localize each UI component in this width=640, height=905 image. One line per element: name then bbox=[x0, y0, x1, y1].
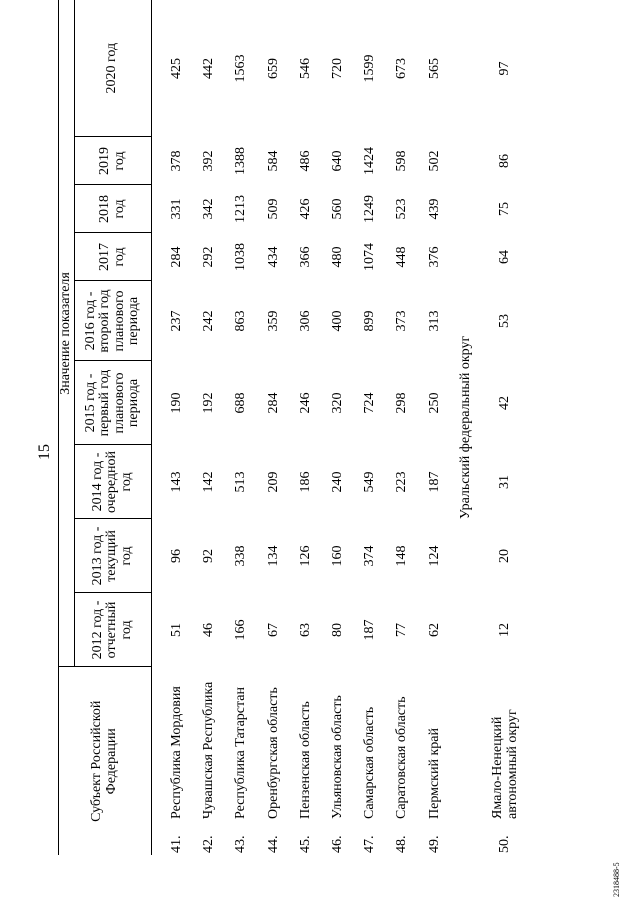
value-cell: 688 bbox=[233, 392, 249, 414]
value-cell: 192 bbox=[201, 392, 217, 414]
section-row bbox=[451, 0, 481, 855]
subject-header: Субъект Российской Федерации bbox=[59, 667, 152, 855]
row-number: 50. bbox=[496, 835, 512, 853]
value-cell: 240 bbox=[330, 471, 346, 493]
value-cell: 442 bbox=[201, 57, 217, 79]
value-cell: 306 bbox=[297, 310, 313, 332]
value-cell: 209 bbox=[265, 471, 281, 493]
value-cell: 86 bbox=[496, 153, 512, 168]
row-number: 47. bbox=[362, 835, 378, 853]
value-cell: 313 bbox=[426, 310, 442, 332]
value-cell: 724 bbox=[362, 392, 378, 414]
table-row bbox=[161, 0, 193, 855]
year-header-2014: 2014 год - очередной год bbox=[74, 445, 151, 519]
value-cell: 12 bbox=[496, 622, 512, 637]
region-name: Ульяновская область bbox=[330, 695, 346, 819]
year-header-2017: 2017 год bbox=[74, 233, 151, 281]
value-cell: 64 bbox=[496, 249, 512, 264]
value-cell: 338 bbox=[233, 545, 249, 567]
region-name: Самарская область bbox=[362, 706, 378, 819]
value-cell: 378 bbox=[169, 150, 185, 172]
value-cell: 366 bbox=[297, 246, 313, 268]
value-cell: 560 bbox=[330, 198, 346, 220]
value-cell: 513 bbox=[233, 471, 249, 493]
value-cell: 42 bbox=[496, 395, 512, 410]
table-row bbox=[386, 0, 418, 855]
value-cell: 426 bbox=[297, 198, 313, 220]
value-cell: 246 bbox=[297, 392, 313, 414]
value-cell: 1599 bbox=[362, 54, 378, 83]
value-cell: 640 bbox=[330, 150, 346, 172]
table-row bbox=[193, 0, 225, 855]
value-cell: 148 bbox=[394, 545, 410, 567]
indicator-group-header: Значение показателя bbox=[59, 0, 75, 667]
value-cell: 284 bbox=[169, 246, 185, 268]
row-number: 41. bbox=[169, 835, 185, 853]
value-cell: 51 bbox=[169, 622, 185, 637]
value-cell: 242 bbox=[201, 310, 217, 332]
value-cell: 546 bbox=[297, 57, 313, 79]
value-cell: 124 bbox=[426, 545, 442, 567]
year-header-2018: 2018 год bbox=[74, 185, 151, 233]
value-cell: 292 bbox=[201, 246, 217, 268]
value-cell: 1038 bbox=[233, 242, 249, 271]
value-cell: 863 bbox=[233, 310, 249, 332]
value-cell: 480 bbox=[330, 246, 346, 268]
region-name: Республика Татарстан bbox=[233, 686, 249, 819]
region-name: Саратовская область bbox=[394, 696, 410, 819]
value-cell: 1388 bbox=[233, 146, 249, 175]
row-number: 44. bbox=[265, 835, 281, 853]
value-cell: 1249 bbox=[362, 194, 378, 223]
value-cell: 190 bbox=[169, 392, 185, 414]
value-cell: 320 bbox=[330, 392, 346, 414]
year-header-2020: 2020 год bbox=[74, 0, 151, 137]
row-number: 45. bbox=[297, 835, 313, 853]
region-name-line2: автономный округ bbox=[504, 709, 520, 819]
value-cell: 186 bbox=[297, 471, 313, 493]
section-title: Уральский федеральный округ bbox=[457, 335, 473, 520]
value-cell: 565 bbox=[426, 57, 442, 79]
value-cell: 187 bbox=[362, 619, 378, 641]
value-cell: 53 bbox=[496, 313, 512, 328]
page-number: 15 bbox=[36, 444, 53, 460]
value-cell: 20 bbox=[496, 548, 512, 563]
value-cell: 359 bbox=[265, 310, 281, 332]
value-cell: 1563 bbox=[233, 54, 249, 83]
table-row bbox=[225, 0, 257, 855]
region-name-line1: Ямало-Ненецкий bbox=[489, 716, 505, 819]
indicator-table bbox=[58, 0, 529, 855]
value-cell: 223 bbox=[394, 471, 410, 493]
value-cell: 31 bbox=[496, 474, 512, 489]
table-row bbox=[258, 0, 290, 855]
row-number: 43. bbox=[233, 835, 249, 853]
region-name: Республика Мордовия bbox=[169, 686, 185, 819]
value-cell: 374 bbox=[362, 545, 378, 567]
year-header-2019: 2019 год bbox=[74, 137, 151, 185]
value-cell: 523 bbox=[394, 198, 410, 220]
value-cell: 97 bbox=[496, 61, 512, 76]
value-cell: 425 bbox=[169, 57, 185, 79]
row-number: 49. bbox=[426, 835, 442, 853]
value-cell: 166 bbox=[233, 619, 249, 641]
value-cell: 331 bbox=[169, 198, 185, 220]
value-cell: 143 bbox=[169, 471, 185, 493]
value-cell: 250 bbox=[426, 392, 442, 414]
value-cell: 899 bbox=[362, 310, 378, 332]
table-row bbox=[290, 0, 322, 855]
value-cell: 584 bbox=[265, 150, 281, 172]
table-row bbox=[481, 0, 529, 855]
value-cell: 134 bbox=[265, 545, 281, 567]
value-cell: 96 bbox=[169, 548, 185, 563]
value-cell: 486 bbox=[297, 150, 313, 172]
region-name: Пермский край bbox=[426, 728, 442, 819]
row-number: 42. bbox=[201, 835, 217, 853]
value-cell: 77 bbox=[394, 622, 410, 637]
row-number: 46. bbox=[330, 835, 346, 853]
region-name: Пензенская область bbox=[297, 701, 313, 819]
document-code: 2318488-5 bbox=[612, 862, 621, 897]
region-name: Оренбургская область bbox=[265, 687, 281, 819]
value-cell: 92 bbox=[201, 548, 217, 563]
value-cell: 392 bbox=[201, 150, 217, 172]
value-cell: 160 bbox=[330, 545, 346, 567]
year-header-2015: 2015 год - первый год планового периода bbox=[74, 361, 151, 445]
table-row bbox=[419, 0, 451, 855]
value-cell: 187 bbox=[426, 471, 442, 493]
value-cell: 502 bbox=[426, 150, 442, 172]
value-cell: 237 bbox=[169, 310, 185, 332]
value-cell: 400 bbox=[330, 310, 346, 332]
value-cell: 67 bbox=[265, 622, 281, 637]
region-name bbox=[481, 667, 529, 825]
value-cell: 448 bbox=[394, 246, 410, 268]
row-number: 48. bbox=[394, 835, 410, 853]
value-cell: 1074 bbox=[362, 242, 378, 271]
value-cell: 376 bbox=[426, 246, 442, 268]
value-cell: 720 bbox=[330, 57, 346, 79]
table-row bbox=[322, 0, 354, 855]
value-cell: 284 bbox=[265, 392, 281, 414]
spacer bbox=[151, 0, 161, 855]
table-row bbox=[354, 0, 386, 855]
value-cell: 598 bbox=[394, 150, 410, 172]
year-header-2016: 2016 год - второй год планового периода bbox=[74, 281, 151, 361]
value-cell: 373 bbox=[394, 310, 410, 332]
value-cell: 75 bbox=[496, 201, 512, 216]
region-name: Чувашская Республика bbox=[201, 681, 217, 819]
value-cell: 342 bbox=[201, 198, 217, 220]
value-cell: 142 bbox=[201, 471, 217, 493]
value-cell: 62 bbox=[426, 622, 442, 637]
value-cell: 659 bbox=[265, 57, 281, 79]
value-cell: 509 bbox=[265, 198, 281, 220]
value-cell: 1213 bbox=[233, 194, 249, 223]
value-cell: 549 bbox=[362, 471, 378, 493]
header-row-top bbox=[59, 0, 75, 855]
year-header-2013: 2013 год - текущий год bbox=[74, 519, 151, 593]
value-cell: 434 bbox=[265, 246, 281, 268]
year-header-2012: 2012 год - отчетный год bbox=[74, 593, 151, 667]
value-cell: 673 bbox=[394, 57, 410, 79]
value-cell: 298 bbox=[394, 392, 410, 414]
value-cell: 46 bbox=[201, 622, 217, 637]
value-cell: 439 bbox=[426, 198, 442, 220]
value-cell: 126 bbox=[297, 545, 313, 567]
value-cell: 63 bbox=[297, 622, 313, 637]
value-cell: 1424 bbox=[362, 146, 378, 175]
value-cell: 80 bbox=[330, 622, 346, 637]
